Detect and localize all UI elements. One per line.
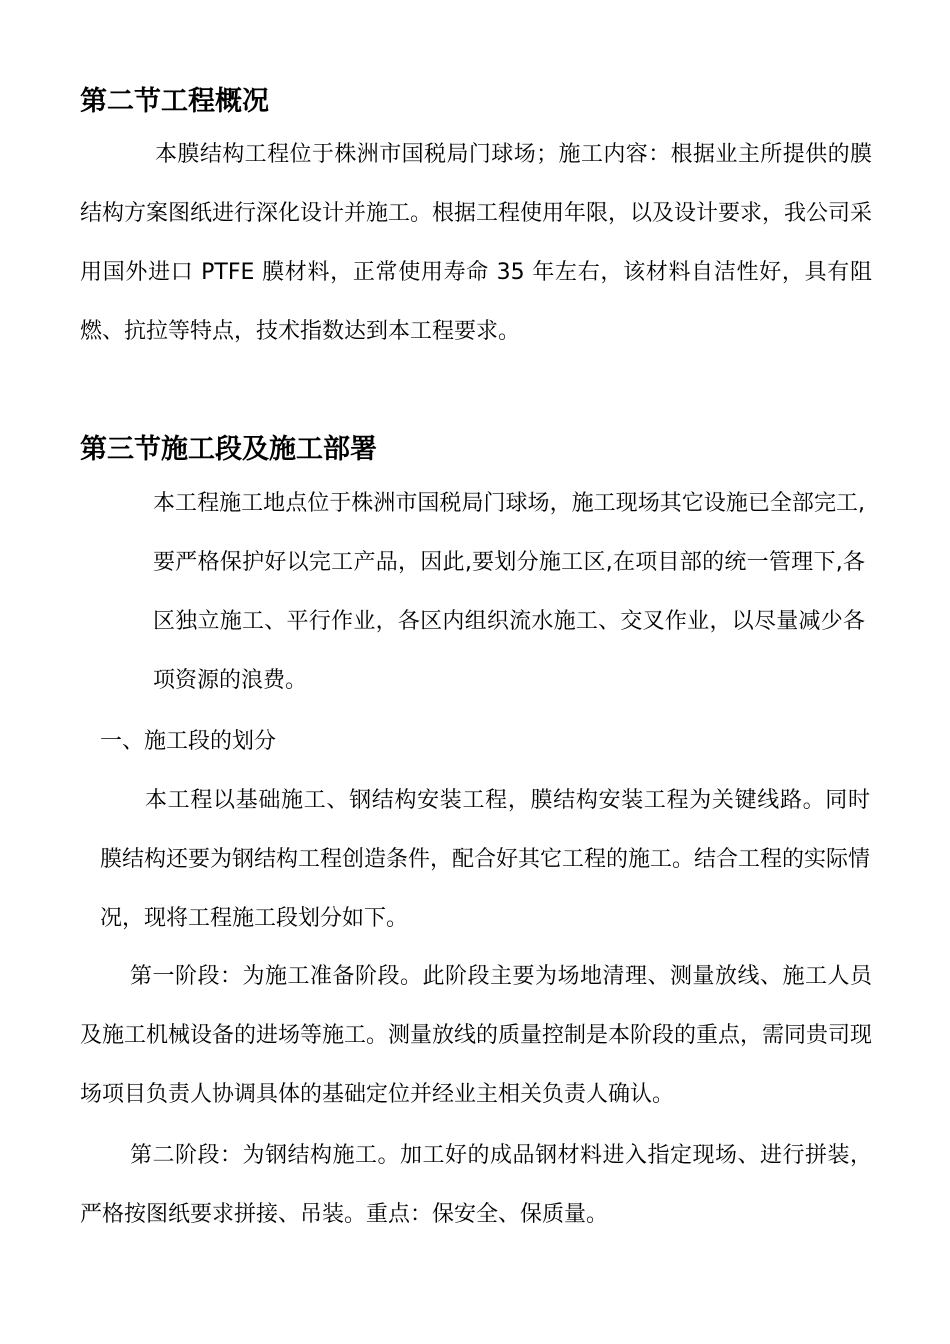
stage-two-paragraph: 第二阶段：为钢结构施工。加工好的成品钢材料进入指定现场、进行拼装，严格按图纸要求拼接、吊装。重点：保安全、保质量。 [80,1143,872,1227]
section-heading-deployment: 第三节施工段及施工部署 [80,434,377,465]
stage-division-intro: 本工程以基础施工、钢结构安装工程，膜结构安装工程为关键线路。同时膜结构还要为钢结构工程创造条件，配合好其它工程的施工。结合工程的实际情况，现将工程施工段划分如下。 [100,788,871,931]
section-heading-overview: 第二节工程概况 [80,86,269,117]
stage-one-paragraph: 第一阶段：为施工准备阶段。此阶段主要为场地清理、测量放线、施工人员及施工机械设备的进场等施工。测量放线的质量控制是本阶段的重点，需同贵司现场项目负责人协调具体的基础定位并经业主相关负责人确认。 [80,964,873,1107]
deployment-paragraph: 本工程施工地点位于株洲市国税局门球场，施工现场其它设施已全部完工,要严格保护好以完工产品，因此,要划分施工区,在项目部的统一管理下,各区独立施工、平行作业，各区内组织流水施工、交叉作业，以尽量减少各项资源的浪费。 [153,491,865,693]
overview-paragraph: 本膜结构工程位于株洲市国税局门球场；施工内容：根据业主所提供的膜结构方案图纸进行深化设计并施工。根据工程使用年限，以及设计要求，我公司采用国外进口 PTFE 膜材料，正常使用寿命 35 年左右，该材料自洁性好，具有阻燃、抗拉等特点，技术指数达到本工程要求。 [80,142,873,344]
subheading-stage-division: 一、施工段的划分 [100,729,277,754]
